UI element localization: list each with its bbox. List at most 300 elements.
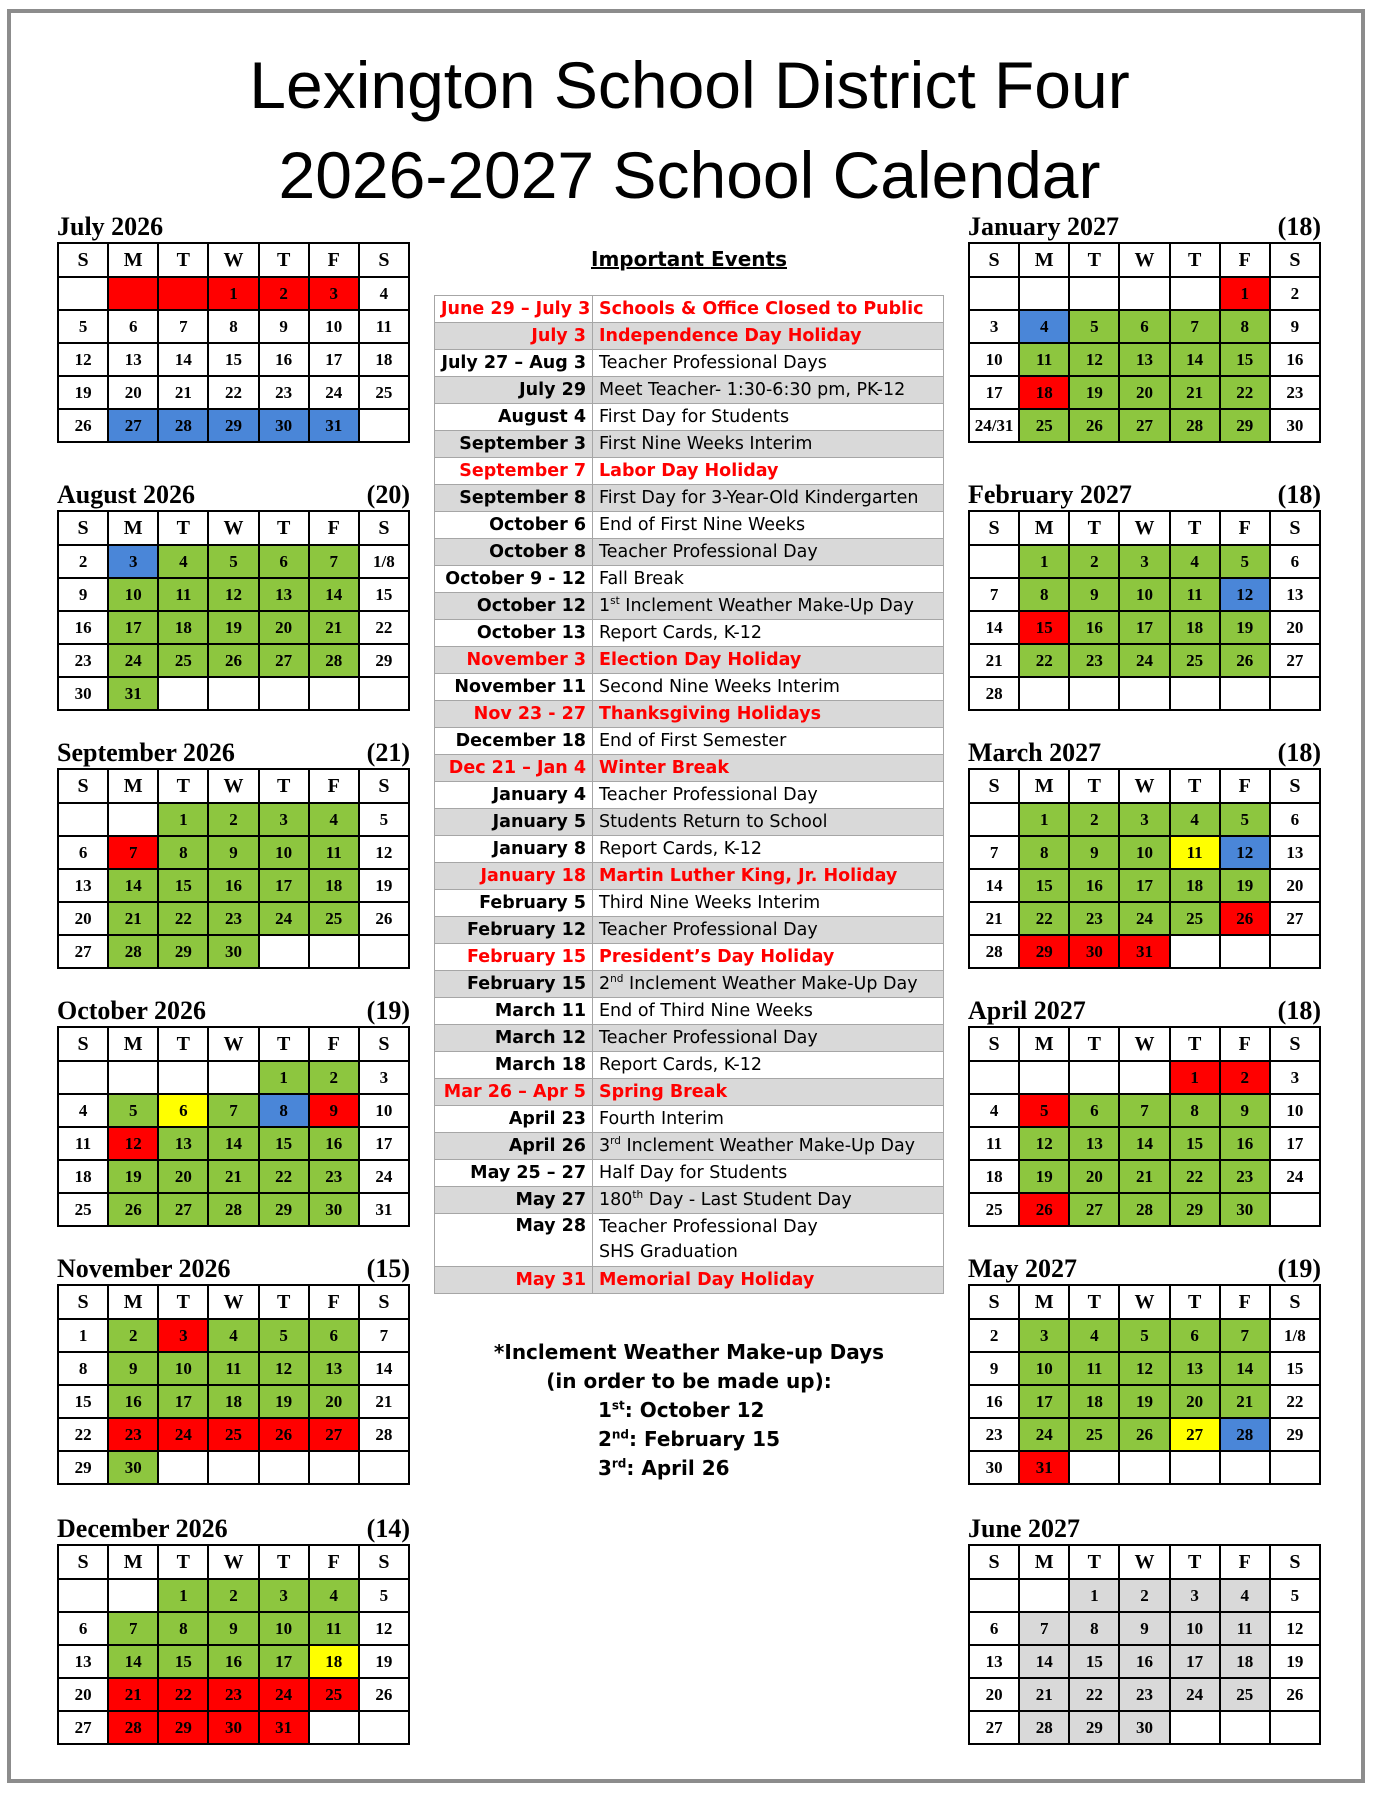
day-cell [1069,677,1119,710]
day-cell [108,1579,158,1612]
event-description: End of Third Nine Weeks [593,998,944,1025]
day-cell: 20 [108,376,158,409]
weekday-header: T [259,1027,309,1061]
day-cell [1119,677,1169,710]
day-cell: 3 [259,1579,309,1612]
day-cell: 14 [969,869,1019,902]
day-cell: 25 [1019,409,1069,442]
weekday-header: W [1119,511,1169,545]
weekday-header: W [208,769,258,803]
weekday-header: W [1119,243,1169,277]
day-cell: 17 [309,343,359,376]
day-cell [309,677,359,710]
day-cell: 18 [969,1160,1019,1193]
day-cell: 10 [1119,578,1169,611]
day-cell: 29 [1220,409,1270,442]
day-cell [1069,277,1119,310]
week-row [969,902,1320,935]
month-header [968,1254,1321,1284]
day-cell: 22 [158,902,208,935]
day-cell [1170,677,1220,710]
day-cell: 15 [1069,1645,1119,1678]
event-description: 3rd Inclement Weather Make-Up Day [593,1133,944,1160]
day-cell: 12 [1220,578,1270,611]
day-cell: 24 [1270,1160,1320,1193]
day-cell [58,1579,108,1612]
day-cell: 31 [1119,935,1169,968]
day-cell [1270,1451,1320,1484]
day-cell: 24/31 [969,409,1019,442]
day-cell: 5 [58,310,108,343]
day-cell: 5 [359,1579,409,1612]
weekday-header: W [208,243,258,277]
event-row [435,809,944,836]
important-events-heading: Important Events [591,247,787,271]
event-date: October 13 [435,620,593,647]
month-header [57,738,410,768]
day-cell: 6 [309,1319,359,1352]
event-date: December 18 [435,728,593,755]
notes-line2: (in order to be made up): [546,1369,832,1393]
week-row [969,836,1320,869]
event-row [435,593,944,620]
day-cell: 23 [1270,376,1320,409]
day-cell: 21 [1220,1385,1270,1418]
day-cell: 13 [58,869,108,902]
day-cell: 2 [1220,1061,1270,1094]
weekday-header: S [58,511,108,545]
day-cell: 17 [108,611,158,644]
day-cell: 14 [158,343,208,376]
day-cell: 7 [359,1319,409,1352]
day-cell: 7 [208,1094,258,1127]
weekday-header: F [309,1285,359,1319]
day-cell: 7 [1170,310,1220,343]
day-cell [1220,935,1270,968]
day-cell: 9 [208,836,258,869]
day-cell: 21 [1019,1678,1069,1711]
day-cell: 7 [108,836,158,869]
day-cell: 8 [1220,310,1270,343]
day-cell: 23 [108,1418,158,1451]
day-cell: 19 [259,1385,309,1418]
day-cell: 4 [1069,1319,1119,1352]
week-row [969,1385,1320,1418]
month-grid [968,1026,1321,1227]
event-row [435,512,944,539]
day-cell: 8 [158,1612,208,1645]
weekday-header: S [359,1027,409,1061]
week-row [58,1418,409,1451]
weekday-header: F [309,1027,359,1061]
day-cell: 24 [1119,644,1169,677]
day-cell: 14 [359,1352,409,1385]
day-cell: 9 [108,1352,158,1385]
day-cell: 21 [108,902,158,935]
day-cell: 18 [309,869,359,902]
day-cell [359,1711,409,1744]
day-cell: 10 [359,1094,409,1127]
day-cell [158,277,208,310]
day-cell: 16 [969,1385,1019,1418]
day-cell: 10 [309,310,359,343]
day-cell: 8 [1170,1094,1220,1127]
day-cell: 28 [208,1193,258,1226]
day-cell: 11 [1170,578,1220,611]
day-cell: 6 [58,836,108,869]
event-description: Half Day for Students [593,1160,944,1187]
day-cell: 12 [1220,836,1270,869]
week-row [969,1579,1320,1612]
week-row [969,611,1320,644]
month-header [968,996,1321,1026]
day-cell: 3 [259,803,309,836]
day-cell: 4 [309,803,359,836]
day-cell: 20 [58,1678,108,1711]
month-may-2027 [968,1254,1321,1485]
event-date: October 6 [435,512,593,539]
week-row [969,869,1320,902]
day-cell: 14 [108,869,158,902]
day-cell [969,277,1019,310]
weekday-header: T [1170,243,1220,277]
month-name: December 2026 [57,1514,228,1543]
week-row [58,1319,409,1352]
event-description: Teacher Professional Day [593,917,944,944]
event-description: Report Cards, K-12 [593,836,944,863]
week-row [969,545,1320,578]
weekday-header: S [969,769,1019,803]
day-cell: 15 [158,869,208,902]
day-cell: 1 [58,1319,108,1352]
event-date: February 12 [435,917,593,944]
day-cell: 12 [1069,343,1119,376]
day-cell: 23 [58,644,108,677]
day-cell [969,545,1019,578]
week-row [969,1352,1320,1385]
day-cell: 5 [108,1094,158,1127]
day-cell: 21 [158,376,208,409]
weekday-header: S [1270,511,1320,545]
weekday-header: S [1270,1285,1320,1319]
weekday-header: M [108,769,158,803]
day-cell: 14 [309,578,359,611]
event-row [435,485,944,512]
day-cell: 27 [259,644,309,677]
day-cell: 10 [1270,1094,1320,1127]
day-cell [259,677,309,710]
month-header [968,738,1321,768]
weekday-header: S [969,1285,1019,1319]
day-cell: 22 [158,1678,208,1711]
school-day-count: (20) [366,480,410,509]
event-row [435,404,944,431]
day-cell: 16 [108,1385,158,1418]
day-cell: 14 [1119,1127,1169,1160]
day-cell: 1/8 [1270,1319,1320,1352]
weekday-header: F [1220,1545,1270,1579]
weekday-header: T [158,769,208,803]
event-description: Meet Teacher- 1:30-6:30 pm, PK-12 [593,377,944,404]
day-cell: 30 [108,1451,158,1484]
event-description: Election Day Holiday [593,647,944,674]
day-cell: 20 [259,611,309,644]
day-cell: 29 [259,1193,309,1226]
school-day-count: (14) [366,1514,410,1543]
day-cell: 19 [58,376,108,409]
day-cell: 25 [1069,1418,1119,1451]
day-cell: 17 [1170,1645,1220,1678]
event-date: May 27 [435,1187,593,1214]
month-december-2026 [57,1514,410,1745]
day-cell: 27 [58,935,108,968]
day-cell: 5 [1220,545,1270,578]
event-row [435,863,944,890]
day-cell: 5 [208,545,258,578]
day-cell [1270,935,1320,968]
week-row [969,1193,1320,1226]
event-description: Labor Day Holiday [593,458,944,485]
month-header [57,212,410,242]
day-cell [58,277,108,310]
event-row [435,701,944,728]
day-cell: 25 [208,1418,258,1451]
weekday-header: M [1019,769,1069,803]
event-date: February 15 [435,971,593,998]
day-cell: 25 [158,644,208,677]
day-cell: 6 [1069,1094,1119,1127]
makeup-day-item: 3rd: April 26 [597,1456,730,1480]
day-cell: 1 [259,1061,309,1094]
weekday-header: W [1119,1285,1169,1319]
week-row [58,1193,409,1226]
week-row [58,277,409,310]
event-row [435,431,944,458]
day-cell: 5 [359,803,409,836]
month-name: August 2026 [57,480,195,509]
day-cell: 10 [108,578,158,611]
month-name: September 2026 [57,738,235,767]
day-cell: 15 [1019,611,1069,644]
day-cell: 21 [969,644,1019,677]
day-cell: 25 [359,376,409,409]
day-cell: 17 [259,869,309,902]
day-cell: 15 [359,578,409,611]
day-cell: 23 [309,1160,359,1193]
weekday-header: M [108,1027,158,1061]
day-cell: 28 [1119,1193,1169,1226]
week-row [58,611,409,644]
day-cell: 6 [158,1094,208,1127]
day-cell: 24 [158,1418,208,1451]
day-cell: 24 [108,644,158,677]
event-description: Winter Break [593,755,944,782]
day-cell: 12 [1270,1612,1320,1645]
day-cell: 14 [969,611,1019,644]
week-row [58,1579,409,1612]
day-cell: 27 [309,1418,359,1451]
event-date: January 8 [435,836,593,863]
weekday-header: T [1069,243,1119,277]
day-cell: 19 [1270,1645,1320,1678]
day-cell: 3 [1119,545,1169,578]
event-description: Teacher Professional Day [593,539,944,566]
day-cell [969,1579,1019,1612]
day-cell: 29 [158,935,208,968]
weekday-header: M [108,511,158,545]
day-cell [1019,677,1069,710]
day-cell: 7 [158,310,208,343]
week-row [58,935,409,968]
day-cell: 20 [58,902,108,935]
event-row [435,458,944,485]
event-date: January 5 [435,809,593,836]
day-cell [1220,677,1270,710]
day-cell: 6 [1270,803,1320,836]
month-april-2027 [968,996,1321,1227]
event-date: September 3 [435,431,593,458]
day-cell: 25 [1170,902,1220,935]
event-row [435,323,944,350]
event-row [435,539,944,566]
month-name: June 2027 [968,1514,1080,1543]
day-cell: 2 [58,545,108,578]
day-cell: 27 [969,1711,1019,1744]
month-header [968,480,1321,510]
day-cell: 28 [108,1711,158,1744]
weekday-header: S [1270,243,1320,277]
day-cell: 28 [359,1418,409,1451]
day-cell: 11 [208,1352,258,1385]
event-description-line2: SHS Graduation [599,1242,738,1262]
day-cell: 22 [1220,376,1270,409]
event-description: Teacher Professional Day [593,782,944,809]
day-cell: 2 [1069,545,1119,578]
month-name: March 2027 [968,738,1102,767]
weekday-header: T [158,1545,208,1579]
event-date: June 29 – July 3 [435,296,593,323]
day-cell: 31 [259,1711,309,1744]
day-cell: 9 [208,1612,258,1645]
day-cell: 2 [1119,1579,1169,1612]
day-cell: 30 [58,677,108,710]
day-cell: 3 [1170,1579,1220,1612]
makeup-day-item: 2nd: February 15 [597,1427,781,1451]
day-cell: 3 [158,1319,208,1352]
day-cell: 3 [1270,1061,1320,1094]
day-cell: 10 [1119,836,1169,869]
day-cell: 26 [359,902,409,935]
day-cell: 31 [309,409,359,442]
day-cell: 13 [1069,1127,1119,1160]
weekday-header: T [158,243,208,277]
month-header [57,996,410,1026]
day-cell: 23 [1069,902,1119,935]
event-description: Fourth Interim [593,1106,944,1133]
day-cell: 1 [158,1579,208,1612]
week-row [969,376,1320,409]
day-cell: 7 [969,836,1019,869]
day-cell [1220,1711,1270,1744]
day-cell: 4 [158,545,208,578]
day-cell: 13 [108,343,158,376]
day-cell: 27 [108,409,158,442]
week-row [58,545,409,578]
day-cell [158,1451,208,1484]
event-date: July 29 [435,377,593,404]
day-cell: 31 [108,677,158,710]
day-cell: 4 [309,1579,359,1612]
day-cell: 20 [1119,376,1169,409]
event-date: October 8 [435,539,593,566]
day-cell: 23 [259,376,309,409]
important-events-table [434,295,944,1294]
week-row [58,1094,409,1127]
weekday-header: T [1069,1027,1119,1061]
day-cell: 13 [1170,1352,1220,1385]
week-row [969,1061,1320,1094]
day-cell: 27 [58,1711,108,1744]
day-cell: 17 [1270,1127,1320,1160]
month-name: February 2027 [968,480,1132,509]
event-date: April 26 [435,1133,593,1160]
event-description: President’s Day Holiday [593,944,944,971]
day-cell: 12 [108,1127,158,1160]
month-grid [968,768,1321,969]
day-cell: 29 [359,644,409,677]
month-header [968,212,1321,242]
week-row [58,343,409,376]
day-cell: 16 [1119,1645,1169,1678]
weekday-header: S [58,243,108,277]
day-cell: 23 [1069,644,1119,677]
week-row [969,1451,1320,1484]
day-cell: 28 [1220,1418,1270,1451]
day-cell: 18 [1170,869,1220,902]
event-date: November 3 [435,647,593,674]
day-cell: 18 [158,611,208,644]
weekday-header: T [158,511,208,545]
weekday-header: M [1019,243,1069,277]
day-cell: 7 [1019,1612,1069,1645]
weekday-header: W [1119,1545,1169,1579]
school-day-count: (18) [1277,480,1321,509]
event-date: April 23 [435,1106,593,1133]
day-cell: 22 [1270,1385,1320,1418]
day-cell [158,1061,208,1094]
month-january-2027 [968,212,1321,443]
event-date: July 3 [435,323,593,350]
weekday-header: M [1019,511,1069,545]
event-description: End of First Nine Weeks [593,512,944,539]
day-cell [359,935,409,968]
week-row [58,803,409,836]
day-cell: 25 [1170,644,1220,677]
weekday-header: M [108,1545,158,1579]
event-row [435,350,944,377]
day-cell: 12 [1019,1127,1069,1160]
day-cell: 23 [969,1418,1019,1451]
day-cell: 15 [1019,869,1069,902]
day-cell [1270,677,1320,710]
week-row [969,409,1320,442]
makeup-day-item: 1st: October 12 [597,1398,765,1422]
day-cell: 27 [1270,644,1320,677]
month-header [57,1254,410,1284]
day-cell: 21 [309,611,359,644]
day-cell: 9 [1119,1612,1169,1645]
weekday-header: S [969,1027,1019,1061]
